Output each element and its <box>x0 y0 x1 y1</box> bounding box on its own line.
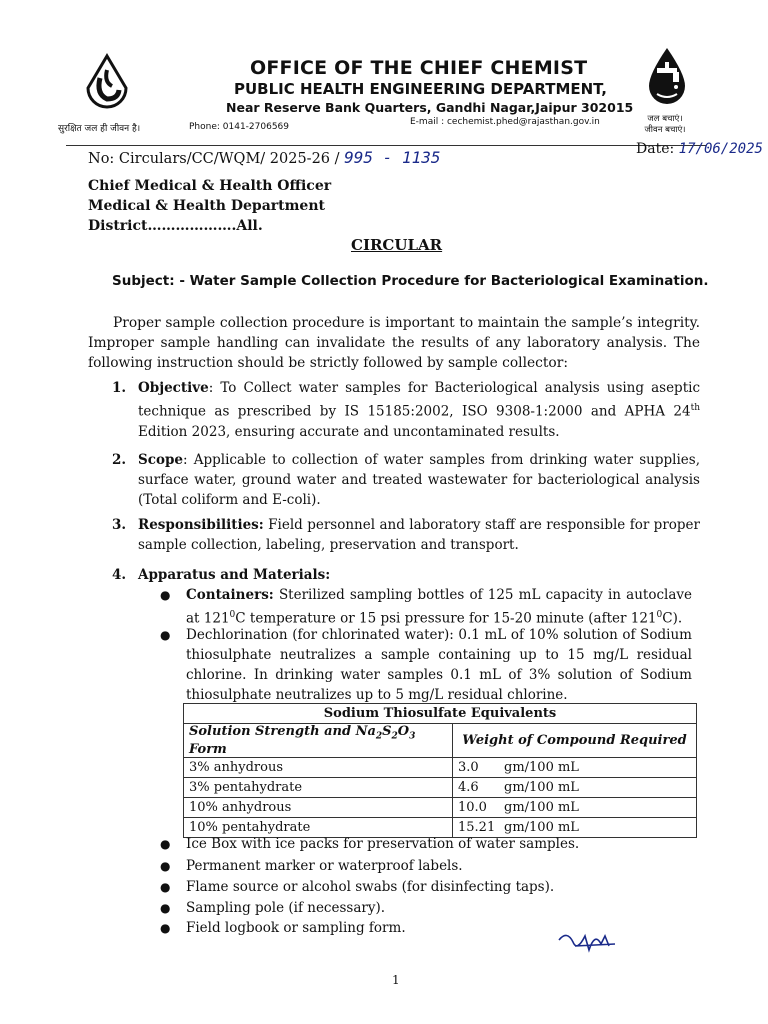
bullet-text-end: C). <box>662 610 683 627</box>
bullet-dot: ● <box>160 628 171 642</box>
intro-paragraph: Proper sample collection procedure is important to maintain the sample’s integrity. Improper sample handling can invalidate the results of any laboratory analysis. The following instruction should be strictly followed by sample collector: <box>88 315 700 371</box>
hdr-sub: 2 <box>391 731 398 742</box>
office-title: OFFICE OF THE CHIEF CHEMIST <box>250 57 588 79</box>
table-header-weight: Weight of Compound Required <box>453 724 697 758</box>
table-cell-weight <box>453 797 697 817</box>
hdr-part: O <box>397 724 410 739</box>
bullet-text-cont: C temperature or 15 psi pressure for 15-20 minute (after 121 <box>235 610 657 627</box>
table-cell-form: 10% anhydrous <box>184 797 453 817</box>
item-text: Applicable to collection of water samples from drinking water supplies, surface water, ground water and treated wastewater for bacteriological analysis (Total coliform and E-coli). <box>138 452 700 508</box>
slogan-right-line2: जीवन बचाएं। <box>644 125 686 135</box>
degree-sup: 0 <box>656 610 663 620</box>
hdr-part: S <box>382 724 392 739</box>
weight-unit: gm/100 mL <box>504 819 579 835</box>
bullet-dot: ● <box>160 901 171 915</box>
weight-unit: gm/100 mL <box>504 759 579 775</box>
weight-value: 3.0 <box>458 759 479 775</box>
item-heading: Apparatus and Materials: <box>138 567 331 583</box>
reference-number <box>88 148 440 167</box>
hdr-sub: 3 <box>409 731 416 742</box>
email-address: E-mail : cechemist.phed@rajasthan.gov.in <box>410 117 600 127</box>
table-row <box>184 757 697 777</box>
bullet-text: Ice Box with ice packs for preservation of water samples. <box>186 836 580 852</box>
bullet-dot: ● <box>160 588 171 602</box>
circular-title: CIRCULAR <box>351 236 443 254</box>
hdr-sub: 2 <box>375 731 383 742</box>
phed-logo <box>82 52 132 120</box>
table-cell-weight <box>453 777 697 797</box>
item-text: To Collect water samples for Bacteriological analysis using aseptic technique as prescribed by IS 15185:2002, ISO 9308-1:2000 and APHA 24 <box>138 380 700 420</box>
office-address: Near Reserve Bank Quarters, Gandhi Nagar,Jaipur 302015 <box>226 100 634 115</box>
table-cell-weight <box>453 757 697 777</box>
table-row <box>184 777 697 797</box>
weight-value: 15.21 <box>458 819 496 835</box>
item-number: 3. <box>112 517 127 533</box>
bullet-text: Field logbook or sampling form. <box>186 920 406 936</box>
water-drop-tap-logo <box>643 46 691 108</box>
table-header-form <box>184 724 453 758</box>
item-text: Field personnel and laboratory staff are responsible for proper sample collection, labeling, preservation and transport. <box>138 517 700 553</box>
date-label: Date: <box>636 141 675 157</box>
item-number: 1. <box>112 380 127 396</box>
addressee-line-1: Chief Medical & Health Officer <box>88 178 332 194</box>
bullet-text: Sterilized sampling bottles of 125 mL capacity in autoclave at 121 <box>186 587 692 627</box>
item-sep: : <box>208 380 214 396</box>
reference-label: No: Circulars/CC/WQM/ 2025-26 / <box>88 151 340 167</box>
circular-date <box>636 141 763 157</box>
slogan-right-line1: जल बचाएं। <box>647 114 683 124</box>
bullet-dot: ● <box>160 837 171 851</box>
page-number: 1 <box>392 973 400 987</box>
bullet-text: Permanent marker or waterproof labels. <box>186 858 463 874</box>
bullet-text: Sampling pole (if necessary). <box>186 900 386 916</box>
weight-unit: gm/100 mL <box>504 779 579 795</box>
item-heading: Scope <box>138 452 184 468</box>
bullet-text: Flame source or alcohol swabs (for disinfecting taps). <box>186 879 555 895</box>
degree-sup: 0 <box>229 610 236 620</box>
subject-line: Subject: - Water Sample Collection Procedure for Bacteriological Examination. <box>112 273 709 289</box>
item-text-cont: Edition 2023, ensuring accurate and uncontaminated results. <box>138 423 560 440</box>
weight-unit: gm/100 mL <box>504 799 579 815</box>
item-number: 4. <box>112 567 127 583</box>
item-heading: Responsibilities: <box>138 517 264 533</box>
addressee-line-2: Medical & Health Department <box>88 198 325 214</box>
phone-number: Phone: 0141-2706569 <box>189 122 290 132</box>
slogan-left: सुरक्षित जल ही जीवन है। <box>58 124 141 134</box>
bullet-heading: Containers: <box>186 587 274 603</box>
bullet-dot: ● <box>160 859 171 873</box>
sodium-thiosulfate-table <box>183 703 697 838</box>
bullet-dot: ● <box>160 880 171 894</box>
table-caption: Sodium Thiosulfate Equivalents <box>184 704 697 724</box>
hdr-part: Solution Strength and Na <box>189 724 376 739</box>
table-row <box>184 797 697 817</box>
item-sup: th <box>690 403 700 413</box>
table-cell-form: 3% pentahydrate <box>184 777 453 797</box>
department-name: PUBLIC HEALTH ENGINEERING DEPARTMENT, <box>234 80 607 98</box>
header-divider <box>66 145 706 146</box>
item-heading: Objective <box>138 380 209 396</box>
handwritten-signature <box>555 922 625 958</box>
table-cell-form: 3% anhydrous <box>184 757 453 777</box>
weight-value: 10.0 <box>458 799 487 815</box>
item-number: 2. <box>112 452 127 468</box>
bullet-text: Dechlorination (for chlorinated water): 0.1 mL of 10% solution of Sodium thiosulphate neutralizes a sample containing up to 15 mg/L residual chlorine. In drinking water samples 0.1 mL of 3% solution of Sodium thiosulphate neutralizes up to 5 mg/L residual chlorine. <box>186 627 692 703</box>
slogan-right <box>640 114 690 136</box>
bullet-dot: ● <box>160 921 171 935</box>
table-cell-form: 10% pentahydrate <box>184 817 453 837</box>
item-sep: : <box>183 452 188 468</box>
handwritten-date: 17/06/2025 <box>678 141 763 157</box>
handwritten-reference: 995 - 1135 <box>344 148 441 167</box>
addressee-line-3: District……………….All. <box>88 218 263 234</box>
weight-value: 4.6 <box>458 779 479 795</box>
hdr-part: Form <box>189 741 227 757</box>
